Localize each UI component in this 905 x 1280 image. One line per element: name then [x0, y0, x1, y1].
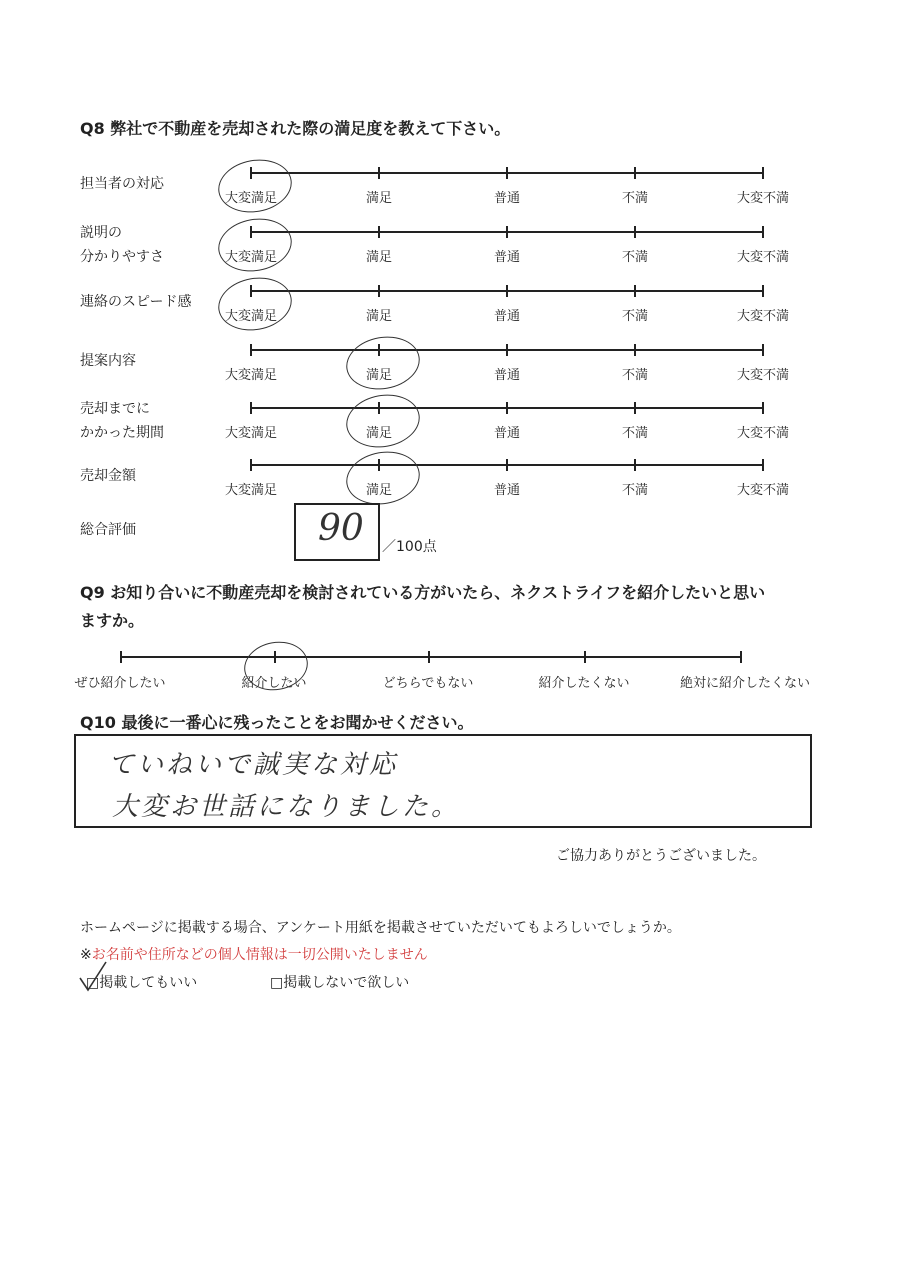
q8-scale-option[interactable]: 大変満足: [224, 368, 277, 383]
q8-scale-tick: [378, 167, 380, 179]
q8-row-label: 説明の 分かりやすさ: [80, 225, 164, 265]
q9-scale-tick: [120, 651, 122, 663]
q8-scale-tick: [762, 167, 764, 179]
q8-scale-tick: [634, 285, 636, 297]
selected-circle-mark: [342, 389, 424, 453]
q8-scale-tick: [506, 344, 508, 356]
q8-scale-option[interactable]: 不満: [621, 309, 648, 324]
q8-scale-tick: [378, 226, 380, 238]
q8-scale-tick: [634, 167, 636, 179]
q8-scale-tick: [762, 402, 764, 414]
q8-scale-tick: [634, 459, 636, 471]
q8-scale-option[interactable]: 大変不満: [736, 483, 789, 498]
publish-note: [80, 944, 428, 964]
q8-scale-option[interactable]: 普通: [493, 250, 520, 265]
q9-scale-tick: [584, 651, 586, 663]
q8-scale-option[interactable]: 不満: [621, 483, 648, 498]
q8-scale-option[interactable]: 普通: [493, 483, 520, 498]
publish-option-no[interactable]: □掲載しないで欲しい: [270, 975, 410, 991]
q8-scale-option[interactable]: 大変満足: [224, 426, 277, 441]
selected-circle-mark: [342, 446, 424, 510]
q9-scale-option[interactable]: 紹介したい: [241, 676, 307, 691]
selected-circle-mark: [342, 331, 424, 395]
q8-scale-tick: [634, 402, 636, 414]
q8-scale-tick: [506, 285, 508, 297]
q8-row-label: 担当者の対応: [80, 176, 164, 192]
selected-circle-mark: [214, 272, 296, 336]
thanks-text: ご協力ありがとうございました。: [556, 848, 766, 864]
q8-scale-tick: [762, 285, 764, 297]
q9-scale-line: [120, 656, 742, 658]
overall-suffix: ／100点: [382, 539, 437, 555]
q8-scale-option[interactable]: 大変満足: [224, 483, 277, 498]
q8-scale-option[interactable]: 大変不満: [736, 309, 789, 324]
q8-scale-option[interactable]: 普通: [493, 368, 520, 383]
q9-title-line1: Q9 お知り合いに不動産売却を検討されている方がいたら、ネクストライフを紹介したいと思い: [80, 583, 766, 602]
q9-title-line2: ますか。: [80, 611, 145, 630]
q8-scale-tick: [634, 344, 636, 356]
q8-scale-option[interactable]: 普通: [493, 191, 520, 206]
q8-scale-option[interactable]: 大変不満: [736, 368, 789, 383]
q8-scale-option[interactable]: 不満: [621, 191, 648, 206]
q8-scale-option[interactable]: 満足: [365, 309, 392, 324]
q8-scale-option[interactable]: 満足: [365, 250, 392, 265]
q8-scale-tick: [506, 459, 508, 471]
q8-scale-option[interactable]: 大変満足: [224, 309, 277, 324]
publish-question: ホームページに掲載する場合、アンケート用紙を掲載させていただいてもよろしいでしょうか。: [80, 920, 681, 936]
q8-scale-tick: [506, 226, 508, 238]
q9-scale-option[interactable]: どちらでもない: [382, 676, 474, 691]
q8-row-label: 売却金額: [80, 468, 136, 484]
q8-title: Q8 弊社で不動産を売却された際の満足度を教えて下さい。: [80, 119, 511, 138]
q8-scale-option[interactable]: 不満: [621, 426, 648, 441]
q8-scale-option[interactable]: 大変満足: [224, 250, 277, 265]
checkmark-icon: [76, 958, 116, 998]
q8-scale-tick: [506, 402, 508, 414]
q9-scale-option[interactable]: 絶対に紹介したくない: [680, 676, 811, 691]
q8-scale-option[interactable]: 大変不満: [736, 191, 789, 206]
q8-scale-tick: [762, 344, 764, 356]
overall-score: 90: [318, 508, 364, 549]
selected-circle-mark: [214, 154, 296, 218]
q9-scale-tick: [428, 651, 430, 663]
q8-scale-option[interactable]: 不満: [621, 250, 648, 265]
q8-scale-option[interactable]: 満足: [365, 426, 392, 441]
q8-scale-option[interactable]: 大変不満: [736, 250, 789, 265]
q8-scale-option[interactable]: 大変満足: [224, 191, 277, 206]
q10-title: Q10 最後に一番心に残ったことをお聞かせください。: [80, 713, 474, 732]
q10-answer-line2: 大変お世話になりました。: [112, 792, 461, 822]
q8-scale-tick: [250, 402, 252, 414]
q8-scale-option[interactable]: 満足: [365, 191, 392, 206]
q8-scale-tick: [634, 226, 636, 238]
q8-scale-tick: [378, 285, 380, 297]
q8-scale-tick: [506, 167, 508, 179]
q8-scale-option[interactable]: 大変不満: [736, 426, 789, 441]
overall-label: 総合評価: [80, 522, 136, 538]
q8-scale-option[interactable]: 満足: [365, 368, 392, 383]
q8-scale-tick: [762, 226, 764, 238]
note-mark: ※: [80, 947, 92, 963]
q9-scale-option[interactable]: ぜひ紹介したい: [74, 676, 166, 691]
q8-scale-tick: [762, 459, 764, 471]
q8-scale-tick: [250, 344, 252, 356]
q10-answer-line1: ていねいで誠実な対応: [108, 750, 399, 780]
note-text: お名前や住所などの個人情報は一切公開いたしません: [91, 947, 428, 963]
selected-circle-mark: [214, 213, 296, 277]
q9-scale-option[interactable]: 紹介したくない: [538, 676, 630, 691]
q8-scale-option[interactable]: 普通: [493, 309, 520, 324]
q8-scale-option[interactable]: 普通: [493, 426, 520, 441]
q8-scale-option[interactable]: 不満: [621, 368, 648, 383]
q8-scale-option[interactable]: 満足: [365, 483, 392, 498]
q9-scale-tick: [740, 651, 742, 663]
q8-scale-tick: [250, 459, 252, 471]
q8-row-label: 連絡のスピード感: [80, 294, 192, 310]
q8-row-label: 売却までに かかった期間: [80, 401, 164, 441]
publish-option-yes[interactable]: □掲載してもいい: [86, 975, 198, 991]
q8-row-label: 提案内容: [80, 353, 136, 369]
